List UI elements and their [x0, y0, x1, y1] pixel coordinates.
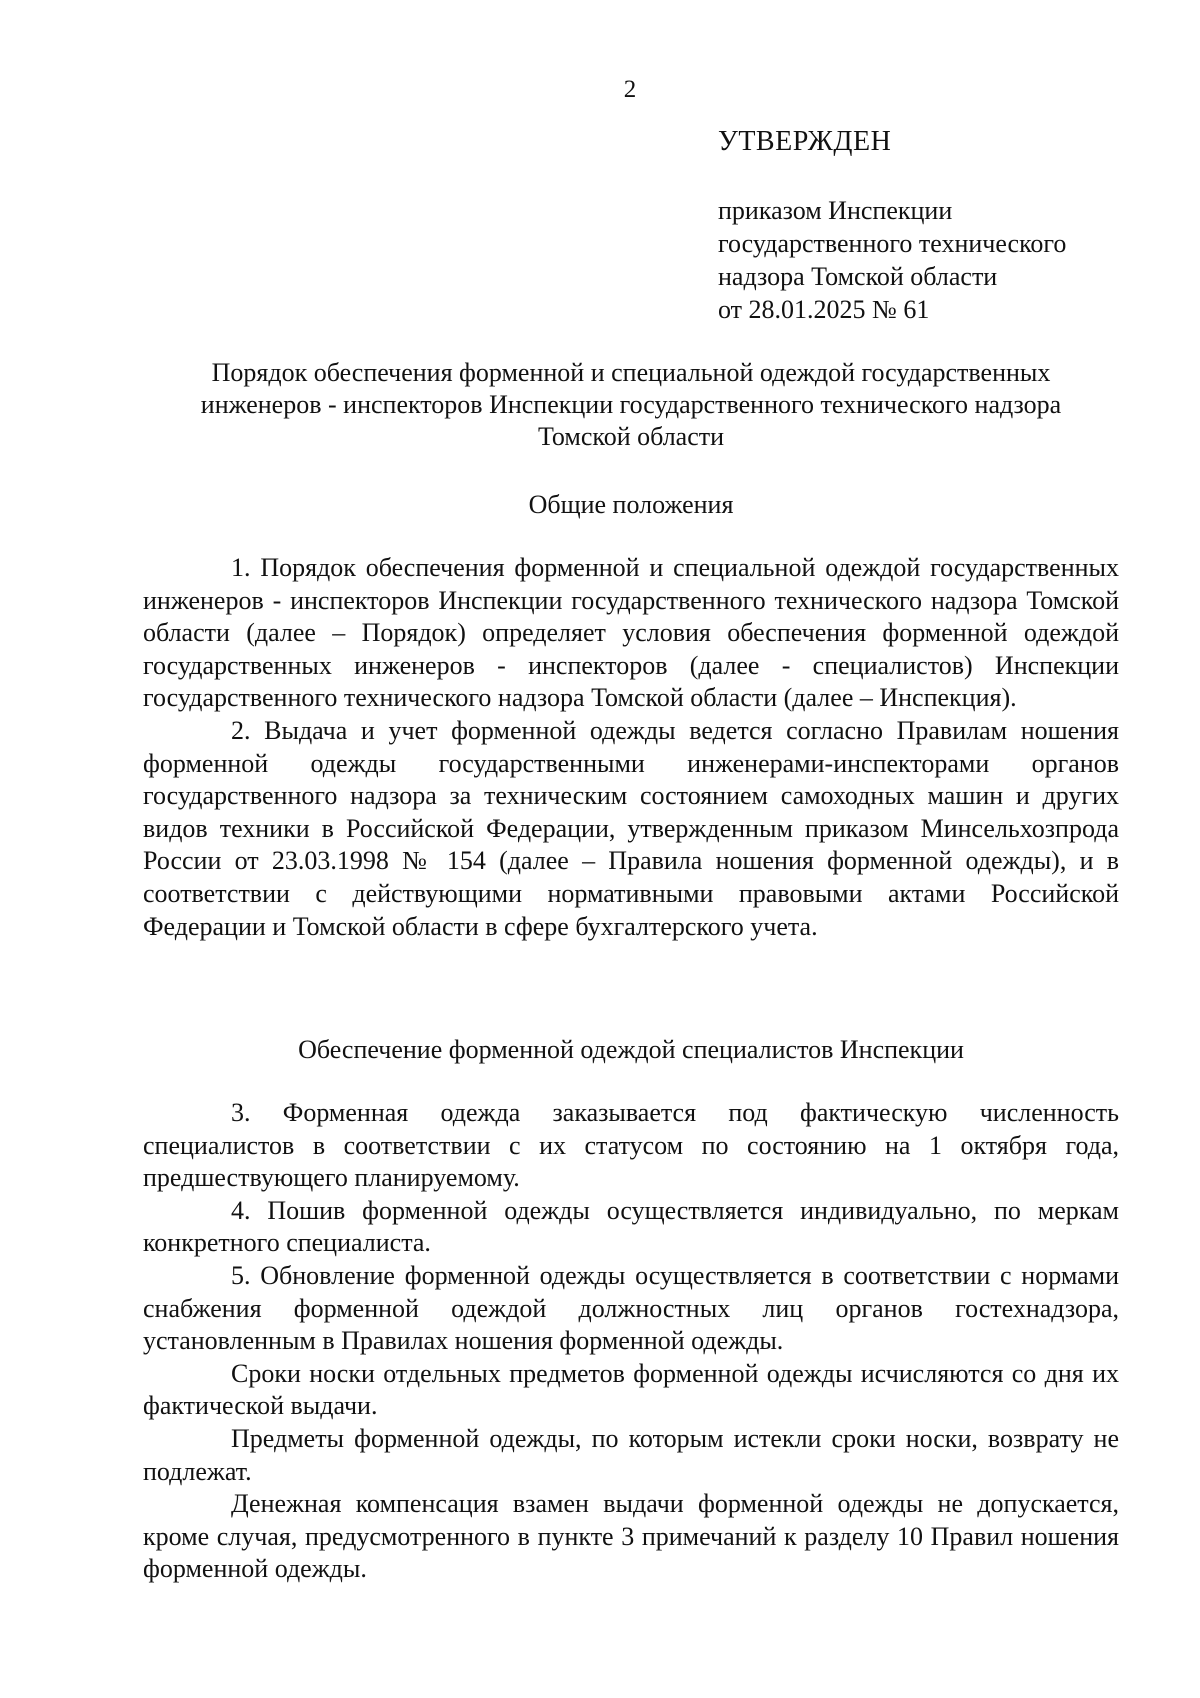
approval-line: приказом Инспекции — [718, 196, 953, 225]
section-heading-supply: Обеспечение форменной одеждой специалистов Инспекции — [298, 1035, 964, 1064]
section-heading-general: Общие положения — [528, 490, 734, 519]
paragraph-wear-terms: Сроки носки отдельных предметов форменной одежды исчисляются со дня их фактической выдачи. — [143, 1358, 1119, 1421]
approval-block — [718, 194, 1066, 326]
approval-line: государственного технического — [718, 229, 1067, 258]
section-supply-body — [143, 1097, 1119, 1586]
page-number: 2 — [623, 76, 637, 103]
paragraph-5: 5. Обновление форменной одежды осуществляется в соответствии с нормами снабжения форменной одеждой должностных лиц органов гостехнадзора, установленным в Правилах ношения форменной одежды. — [143, 1260, 1119, 1356]
document-title — [143, 357, 1119, 453]
title-line: Порядок обеспечения форменной и специальной одеждой государственных — [211, 358, 1051, 387]
paragraph-4: 4. Пошив форменной одежды осуществляется индивидуально, по меркам конкретного специалиста. — [143, 1195, 1119, 1258]
paragraph-2: 2. Выдача и учет форменной одежды ведется согласно Правилам ношения форменной одежды государственными инженерами-инспекторами органов государственного надзора за техническим состоянием самоходных машин и других видов техники в Российской Федерации, утвержденным приказом Минсельхозпрода России от 23.03.1998 № 154 (далее – Правила ношения форменной одежды), и в соответствии с действующими нормативными правовыми актами Российской Федерации и Томской области в сфере бухгалтерского учета. — [143, 715, 1119, 941]
paragraph-1: 1. Порядок обеспечения форменной и специальной одеждой государственных инженеров - инспекторов Инспекции государственного технического надзора Томской области (далее – Порядок) определяет условия обеспечения форменной одеждой государственных инженеров - инспекторов (далее - специалистов) Инспекции государственного технического надзора Томской области (далее – Инспекция). — [143, 553, 1119, 713]
approval-heading: УТВЕРЖДЕН — [718, 126, 892, 157]
paragraph-no-return: Предметы форменной одежды, по которым истекли сроки носки, возврату не подлежат. — [143, 1423, 1119, 1486]
approval-line: надзора Томской области — [718, 262, 998, 291]
title-line: инженеров - инспекторов Инспекции государственного технического надзора — [200, 390, 1062, 419]
section-general-body — [143, 552, 1119, 943]
title-line: Томской области — [537, 422, 725, 451]
paragraph-compensation: Денежная компенсация взамен выдачи форменной одежды не допускается, кроме случая, предусмотренного в пункте 3 примечаний к разделу 10 Правил ношения форменной одежды. — [143, 1489, 1119, 1584]
paragraph-3: 3. Форменная одежда заказывается под фактическую численность специалистов в соответствии с их статусом по состоянию на 1 октября года, предшествующего планируемому. — [143, 1098, 1119, 1193]
approval-line: от 28.01.2025 № 61 — [718, 295, 930, 324]
